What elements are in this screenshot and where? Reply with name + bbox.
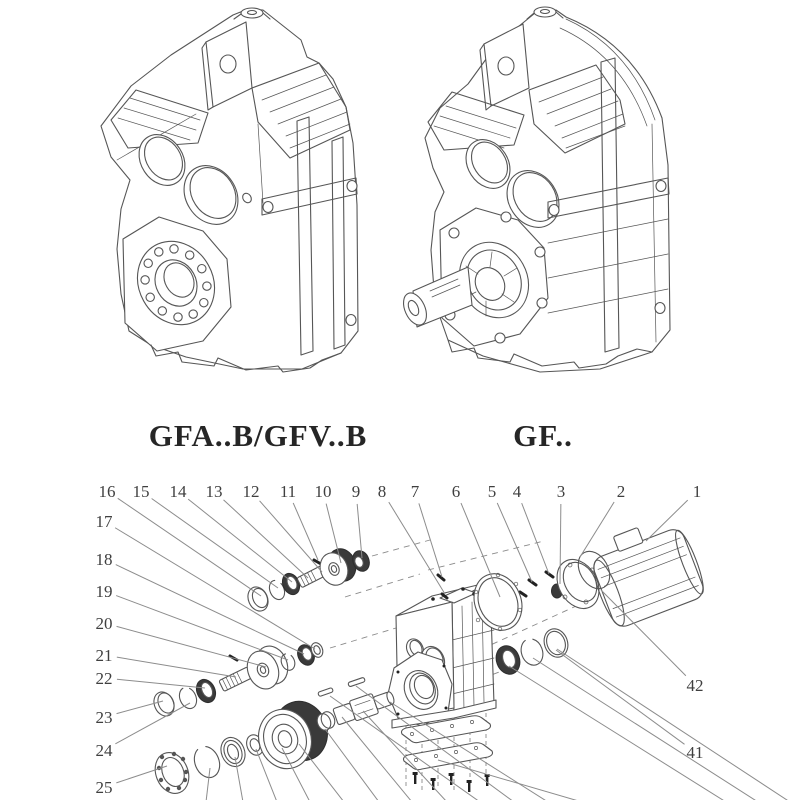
top-lifting-hole <box>534 7 556 17</box>
leader-line-21 <box>117 657 236 677</box>
part-number-22: 22 <box>95 669 113 688</box>
model-label-left: GFA..B/GFV..B <box>148 418 368 453</box>
input-shaft-assembly <box>244 545 372 614</box>
technical-drawing-gfab <box>101 8 358 372</box>
part-number-25: 25 <box>95 778 113 797</box>
part-number-16: 16 <box>98 482 116 501</box>
leader-line-7 <box>419 503 442 577</box>
part-number-12: 12 <box>242 482 260 501</box>
technical-drawing-gf <box>399 7 670 372</box>
leader-line-13 <box>224 500 308 578</box>
part-number-10: 10 <box>314 482 332 501</box>
exploded-parts-diagram <box>96 482 791 800</box>
cutoff-leader-line <box>438 760 582 800</box>
part-number-6: 6 <box>451 482 461 501</box>
part-number-5: 5 <box>487 482 497 501</box>
cutoff-leader-line <box>325 729 379 800</box>
part-number-7: 7 <box>410 482 420 501</box>
part-number-19: 19 <box>95 582 113 601</box>
model-label-right: GF.. <box>513 418 573 453</box>
part-number-41: 41 <box>686 743 704 762</box>
top-lifting-hole <box>241 8 263 18</box>
electric-motor <box>549 512 710 631</box>
cutoff-leader-line <box>533 658 758 800</box>
leader-line-18 <box>116 565 304 654</box>
leader-line-8 <box>389 502 445 594</box>
part-number-8: 8 <box>377 482 387 501</box>
leader-line-11 <box>293 503 318 560</box>
leader-line-12 <box>260 501 322 572</box>
leader-line-2 <box>580 502 614 557</box>
part-number-17: 17 <box>95 512 113 531</box>
part-number-14: 14 <box>169 482 187 501</box>
part-number-2: 2 <box>616 482 626 501</box>
part-number-15: 15 <box>132 482 150 501</box>
leader-line-9 <box>357 504 362 558</box>
cooling-fins <box>529 65 625 153</box>
shaft-keys <box>318 677 366 696</box>
part-number-24: 24 <box>95 741 113 760</box>
part-number-42: 42 <box>686 676 704 695</box>
cutoff-leader-line <box>557 649 790 800</box>
leader-line-4 <box>522 503 549 574</box>
part-number-1: 1 <box>692 482 702 501</box>
leader-line-15 <box>152 499 278 588</box>
part-number-23: 23 <box>95 708 113 727</box>
leader-line-24 <box>115 703 190 744</box>
part-number-3: 3 <box>556 482 566 501</box>
part-number-21: 21 <box>95 646 113 665</box>
leader-line-41 <box>556 650 685 744</box>
part-number-11: 11 <box>279 482 297 501</box>
leader-line-22 <box>117 679 205 688</box>
part-number-9: 9 <box>351 482 361 501</box>
part-number-18: 18 <box>95 550 113 569</box>
retaining-ring <box>190 743 224 782</box>
leader-line-5 <box>497 503 532 582</box>
leader-line-16 <box>118 498 261 596</box>
part-number-20: 20 <box>95 614 113 633</box>
cutoff-leader-line <box>206 768 210 800</box>
part-number-13: 13 <box>205 482 223 501</box>
part-number-4: 4 <box>512 482 522 501</box>
leader-line-14 <box>188 499 292 582</box>
oil-seal <box>217 734 250 770</box>
